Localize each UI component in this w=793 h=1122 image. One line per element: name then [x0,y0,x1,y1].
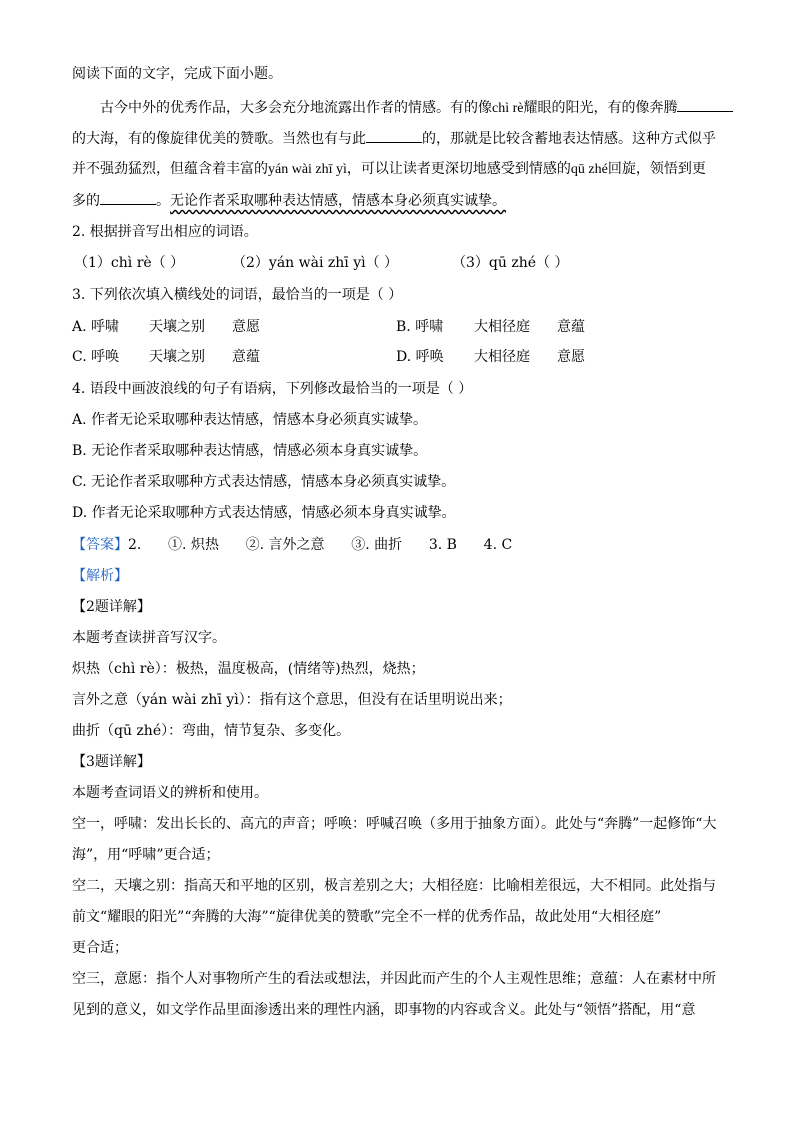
pinyin-yanwaizhiyi: yán wài zhī yì [268,162,347,177]
blank-2 [366,128,422,143]
q3-option-b-2: 大相径庭 [474,319,530,335]
q4-stem: 4. 语段中画波浪线的句子有语病，下列修改最恰当的一项是（ ） [72,381,473,397]
detail-3-line-7: 空三，意愿：指个人对事物所产生的看法或想法，并因此而产生的个人主观性思维；意蕴：人在素材中所 [72,971,716,987]
q4-option-d: D. 作者无论采取哪种方式表达情感，情感必须本身真实诚挚。 [72,505,456,521]
wavy-sentence: 无论作者采取哪种表达情感，情感本身必须真实诚挚。 [170,193,506,209]
detail-3-line-2: 空一，呼啸：发出长长的、高亢的声音；呼唤：呼喊召唤（多用于抽象方面）。此处与“奔腾”一起修饰“大 [72,816,717,832]
blank-1 [677,97,733,112]
pinyin-chire: chì rè [492,101,524,116]
detail-3-line-4: 空二，天壤之别：指高天和平地的区别，极言差别之大；大相径庭：比喻相差很远，大不相同。此处指与 [72,878,716,894]
passage-line-3: 并不强劲猛烈，但蕴含着丰富的yán wài zhī yì，可以让读者更深切地感受到情感的qū zhé回旋，领悟到更 [72,161,706,177]
q3-stem: 3. 下列依次填入横线处的词语，最恰当的一项是（ ） [72,287,403,303]
detail-3-title: 【3题详解】 [72,754,151,770]
q3-option-c-1: C. 呼唤 [72,349,120,365]
answer-text: 2. ①. 炽热 ②. 言外之意 ③. 曲折 3. B 4. C [128,537,513,553]
detail-3-line-3: 海”，用“呼啸”更合适； [72,847,220,863]
detail-2-line-3: 言外之意（yán wài zhī yì）：指有这个意思，但没有在话里明说出来； [72,692,512,708]
analysis-label: 【解析】 [72,568,128,584]
detail-2-line-2: 炽热（chì rè）：极热，温度极高，(情绪等)热烈，烧热； [72,661,425,677]
detail-3-line-8: 见到的意义，如文学作品里面渗透出来的理性内涵，即事物的内容或含义。此处与“领悟”搭配，用“意 [72,1002,696,1018]
q4-option-c: C. 无论作者采取哪种方式表达情感，情感本身必须真实诚挚。 [72,474,456,490]
q2-item-1: （1）chì rè（ ） [74,255,185,271]
q3-option-d-2: 大相径庭 [474,349,530,365]
detail-2-line-4: 曲折（qū zhé）：弯曲，情节复杂、多变化。 [72,723,351,739]
detail-2-title: 【2题详解】 [72,599,151,615]
q2-item-3: （3）qū zhé（ ） [452,255,569,271]
q3-option-a-2: 天壤之别 [149,319,205,335]
q2-item-2: （2）yán wài zhī yì（ ） [232,255,399,271]
q3-option-a-3: 意愿 [232,319,260,335]
answer-label: 【答案】 [72,537,128,553]
q4-option-b: B. 无论作者采取哪种表达情感，情感必须本身真实诚挚。 [72,443,428,459]
detail-3-line-5: 前文“耀眼的阳光”“奔腾的大海”“旋律优美的赞歌”完全不一样的优秀作品，故此处用“大相径庭” [72,909,662,925]
intro-text: 阅读下面的文字，完成下面小题。 [72,66,282,82]
q3-option-c-2: 天壤之别 [149,349,205,365]
detail-2-line-1: 本题考查读拼音写汉字。 [72,630,226,646]
blank-3 [100,190,156,205]
q2-stem: 2. 根据拼音写出相应的词语。 [72,224,258,240]
detail-3-line-1: 本题考查词语义的辨析和使用。 [72,785,268,801]
passage-line-1: 古今中外的优秀作品，大多会充分地流露出作者的情感。有的像chì rè耀眼的阳光，有的像奔腾 [100,97,733,119]
q3-option-c-3: 意蕴 [232,349,260,365]
q3-option-d-1: D. 呼唤 [396,349,444,365]
passage-line-2: 的大海，有的像旋律优美的赞歌。当然也有与此 的，那就是比较含蓄地表达情感。这种方式似乎 [72,128,716,149]
q3-option-b-1: B. 呼啸 [396,319,444,335]
answer-line [72,535,512,555]
q3-option-d-3: 意愿 [557,349,585,365]
pinyin-quzhe: qū zhé [570,162,608,177]
q4-option-a: A. 作者无论采取哪种表达情感，情感本身必须真实诚挚。 [72,412,428,428]
q3-option-b-3: 意蕴 [557,319,585,335]
detail-3-line-6: 更合适； [72,940,128,956]
passage-line-4: 多的 。无论作者采取哪种表达情感，情感本身必须真实诚挚。 [72,190,506,211]
q3-option-a-1: A. 呼啸 [72,319,120,335]
